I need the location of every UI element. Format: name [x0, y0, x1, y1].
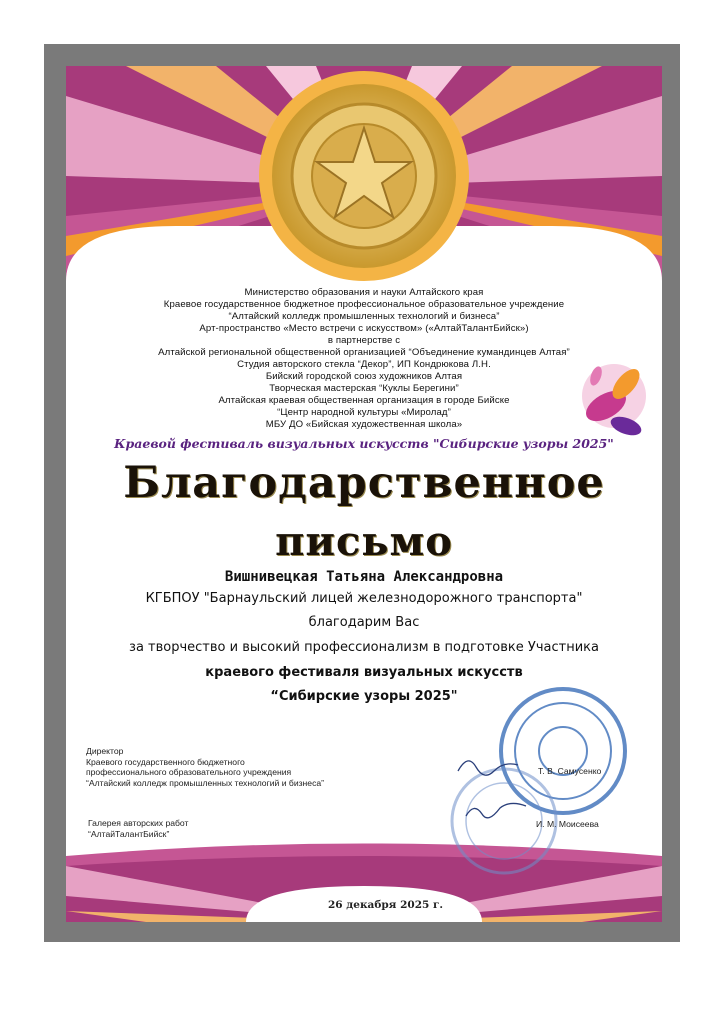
- headline: Благодарственное: [123, 458, 605, 508]
- festival-title: Краевой фестиваль визуальных искусств "Сибирские узоры 2025": [114, 436, 614, 451]
- organizer-line: Студия авторского стекла “Декор”, ИП Кондрюкова Л.Н.: [237, 359, 491, 370]
- issue-date: 26 декабря 2025 г.: [328, 899, 444, 911]
- round-stamp-blue: [501, 689, 625, 813]
- event-name: краевого фестиваля визуальных искусств: [205, 665, 523, 680]
- signature-line: “АлтайТалантБийск”: [88, 828, 170, 839]
- organizer-line: Алтайской региональной общественной организацией “Объединение кумандинцев Алтая”: [158, 347, 570, 358]
- recipient-name: Вишнивецкая Татьяна Александровна: [224, 569, 504, 585]
- signature-line: профессионального образовательного учреждения: [86, 767, 292, 777]
- organizer-line: Краевое государственное бюджетное профессиональное образовательное учреждение: [163, 299, 565, 310]
- signature-line: Краевого государственного бюджетного: [86, 756, 245, 767]
- headline-second-line: письмо: [275, 518, 453, 565]
- organizer-line: Министерство образования и науки Алтайского края: [244, 287, 484, 298]
- organizer-line: “Центр народной культуры «Миролад”: [277, 407, 451, 418]
- signature-line: Директор: [86, 746, 124, 756]
- organizer-line: Творческая мастерская “Куклы Берегини”: [269, 383, 459, 394]
- star-medallion: [259, 71, 469, 281]
- certificate: [66, 66, 662, 922]
- signature-line: Галерея авторских работ: [88, 818, 189, 828]
- signature-block-director: [86, 746, 324, 788]
- thanks-text: благодарим Вас: [308, 615, 420, 630]
- organizer-line: в партнерстве с: [327, 335, 401, 346]
- organizer-line: Алтайская краевая общественная организация в городе Бийске: [218, 395, 510, 406]
- organizer-line: “Алтайский колледж промышленных технологий и бизнеса”: [228, 311, 500, 322]
- organizer-line: Арт-пространство «Место встречи с искусством» («АлтайТалантБийск»): [199, 323, 529, 334]
- signature-name-gallery: И. М. Моисеева: [536, 819, 599, 829]
- signature-name-director: Т. В. Самусенко: [538, 766, 602, 776]
- signature-line: “Алтайский колледж промышленных технологий и бизнеса”: [86, 777, 325, 788]
- organizer-line: МБУ ДО «Бийская художественная школа»: [265, 419, 463, 430]
- event-name-line2: “Сибирские узоры 2025": [270, 689, 458, 704]
- recipient-institution: КГБПОУ "Барнаульский лицей железнодорожного транспорта": [145, 591, 583, 606]
- signature-block-gallery: [88, 818, 188, 839]
- reason-text: за творчество и высокий профессионализм в подготовке Участника: [129, 640, 599, 655]
- organizer-line: Бийский городской союз художников Алтая: [265, 371, 463, 382]
